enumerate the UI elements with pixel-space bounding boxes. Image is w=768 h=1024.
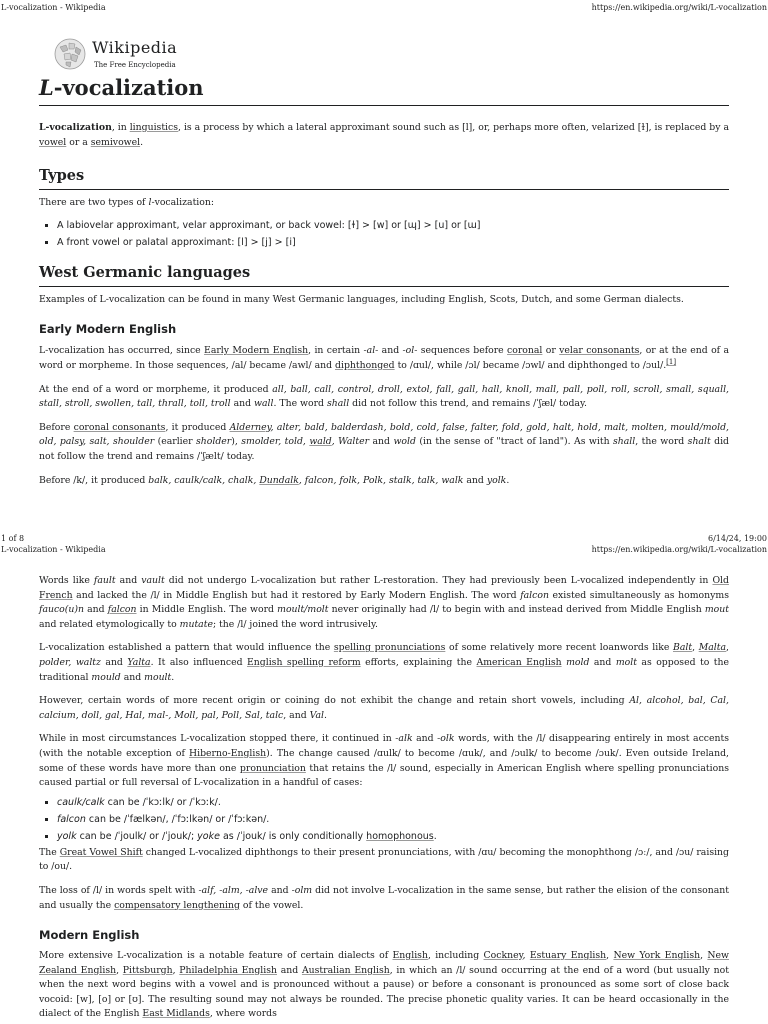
intro-paragraph: L-vocalization, in linguistics, is a process by which a lateral approximant sound such as [l], or, perhaps more often, velarized [ɫ], is replaced by a vowel or a semivowel. <box>39 122 729 148</box>
link-linguistics[interactable]: linguistics <box>129 122 179 133</box>
link-old-french[interactable]: Old French <box>39 575 729 601</box>
link-dundalk[interactable]: Dundalk <box>259 474 299 486</box>
link-hiberno-english[interactable]: Hiberno-English <box>189 747 267 759</box>
link-falcon[interactable]: falcon <box>107 604 137 616</box>
wikipedia-tagline: The Free Encyclopedia <box>94 61 176 69</box>
p2-paragraph-6: The loss of /l/ in words spelt with -alf, -alm, -alve and -olm did not involve L-vocalization in the same sense, but rather the elision of the consonant and usually the compensatory lengthening of the vowel. <box>39 884 729 911</box>
subsection-heading-modern-english: Modern English <box>39 928 140 943</box>
link-velar-consonants[interactable]: velar consonants <box>559 345 640 357</box>
subsection-heading-early-modern-english: Early Modern English <box>39 322 177 337</box>
link-cockney[interactable]: Cockney <box>483 950 523 962</box>
link-vowel[interactable]: vowel <box>39 136 67 148</box>
list-item: ▪ falcon can be /ˈfælkən/, /ˈfɔːlkən/ or /ˈfɔːkən/. <box>57 811 729 828</box>
citation-1[interactable]: [1] <box>666 357 677 366</box>
link-balt[interactable]: Balt <box>672 642 693 654</box>
p2-paragraph-1: Words like fault and vault did not undergo L-vocalization but rather L-restoration. They had previously been L-vocalized independently in Old French and lacked the /l/ in Middle English but had it restored by Early Modern English. The word falcon existed simultaneously as homonyms fauco(u)n and falcon in Middle English. The word moult/molt never originally had /l/ to begin with and instead derived from Middle English mout and related etymologically to mutate; the /l/ joined the word intrusively. <box>39 575 729 630</box>
types-list <box>39 217 729 251</box>
page-2-content <box>39 574 729 1022</box>
link-coronal-consonants[interactable]: coronal consonants <box>73 421 166 433</box>
p2-paragraph-3: However, certain words of more recent origin or coining do not exhibit the change and retain short vowels, including Al, alcohol, bal, Cal, calcium, doll, gal, Hal, mal-, Moll, pal, Poll, Sal, talc, and Val. <box>39 695 729 721</box>
print-header-title: L-vocalization - Wikipedia <box>1 545 106 554</box>
link-new-zealand-english[interactable]: New Zealand English <box>39 950 729 976</box>
wikipedia-wordmark: Wikipedia <box>92 38 178 57</box>
eme-paragraph-2: At the end of a word or morpheme, it produced all, ball, call, control, droll, extol, fall, gall, hall, knoll, mall, pall, poll, roll, scroll, small, squall, stall, stroll, swollen, tall, thrall, toll, troll and wall. The word shall did not follow this trend, and remains /ˈʃæl/ today. <box>39 383 730 410</box>
list-item: ▪ A labiovelar approximant, velar approximant, or back vowel: [ɫ] > [w] or [ɰ] > [u] or [ɯ] <box>57 217 729 234</box>
print-header-url: https://en.wikipedia.org/wiki/L-vocalization <box>591 545 767 554</box>
link-malta[interactable]: Malta <box>698 642 727 654</box>
p2-paragraph-2: L-vocalization established a pattern that would influence the spelling pronunciations of some relatively more recent loanwords like Balt, Malta, polder, waltz and Yalta. It also influenced English spelling reform efforts, explaining the American English mold and molt as opposed to the traditional mould and moult. <box>39 642 730 683</box>
link-early-modern-english[interactable]: Early Modern English <box>204 345 309 357</box>
link-semivowel[interactable]: semivowel <box>90 136 141 148</box>
page-title: L-vocalization <box>39 74 729 106</box>
west-germanic-paragraph: Examples of L-vocalization can be found in many West Germanic languages, including English, Scots, Dutch, and some German dialects. <box>39 293 684 305</box>
eme-paragraph-3: Before coronal consonants, it produced Alderney, alter, bald, balderdash, bold, cold, false, falter, fold, gold, halt, hold, malt, molten, mould/mold, old, palsy, salt, shoulder (earlier sholder), smolder, told, wald, Walter and wold (in the sense of "tract of land"). As with shall, the word shalt did not follow the trend and remains /ˈʃælt/ today. <box>39 421 729 462</box>
link-coronal[interactable]: coronal <box>507 345 543 357</box>
eme-paragraph-4: Before /k/, it produced balk, caulk/calk, chalk, Dundalk, falcon, folk, Polk, stalk, talk, walk and yolk. <box>39 474 510 486</box>
link-homophonous[interactable]: homophonous <box>366 830 434 842</box>
link-english-spelling-reform[interactable]: English spelling reform <box>247 656 361 668</box>
link-estuary-english[interactable]: Estuary English <box>529 950 607 962</box>
link-pronunciation[interactable]: pronunciation <box>239 762 306 774</box>
link-new-york-english[interactable]: New York English <box>613 950 701 962</box>
section-heading-west-germanic: West Germanic languages <box>39 263 729 287</box>
print-timestamp: 6/14/24, 19:00 <box>708 534 767 543</box>
p2-paragraph-7: More extensive L-vocalization is a notable feature of certain dialects of English, including Cockney, Estuary English, New York English, New Zealand English, Pittsburgh, Philadelphia English and Australian English, in which an /l/ sound occurring at the end of a word (but usually not when the next word begins with a vowel and is pronounced without a pause) or before a consonant is pronounced as some sort of close back vocoid: [w], [o] or [ʊ]. The resulting sound may not always be rounded. The precise phonetic quality varies. It can be heard occasionally in the dialect of the English East Midlands, where words <box>39 950 729 1020</box>
link-philadelphia-english[interactable]: Philadelphia English <box>179 964 278 976</box>
link-english[interactable]: English <box>392 950 428 962</box>
link-east-midlands[interactable]: East Midlands <box>142 1008 210 1020</box>
link-american-english[interactable]: American English <box>476 656 562 668</box>
link-spelling-pronunciations[interactable]: spelling pronunciations <box>333 642 446 654</box>
link-australian-english[interactable]: Australian English <box>301 964 390 976</box>
p2-paragraph-4: While in most circumstances L-vocalization stopped there, it continued in -alk and -olk words, with the /l/ disappearing entirely in most accents (with the notable exception of Hiberno-English). The change caused /ɑulk/ to become /ɑuk/, and /ɔulk/ to become /ɔuk/. Even outside Ireland, some of these words have more than one pronunciation that retains the /l/ sound, especially in American English where spelling pronunciations caused partial or full reversal of L-vocalization in a handful of cases: <box>39 733 729 789</box>
link-pittsburgh[interactable]: Pittsburgh <box>122 964 173 976</box>
section-heading-types: Types <box>39 166 729 190</box>
print-header-title: L-vocalization - Wikipedia <box>1 3 106 12</box>
link-great-vowel-shift[interactable]: Great Vowel Shift <box>59 846 143 858</box>
pronunciation-list <box>39 794 729 845</box>
page-number: 1 of 8 <box>1 534 25 543</box>
link-yalta[interactable]: Yalta <box>127 656 151 668</box>
page-1-content <box>39 36 729 488</box>
link-compensatory-lengthening[interactable]: compensatory lengthening <box>114 899 240 911</box>
print-header-url: https://en.wikipedia.org/wiki/L-vocalization <box>591 3 767 12</box>
link-diphthonged[interactable]: diphthonged <box>335 359 395 371</box>
list-item: ▪ A front vowel or palatal approximant: [l] > [j] > [i] <box>57 234 729 251</box>
types-intro: There are two types of l-vocalization: <box>39 197 214 209</box>
wikipedia-globe-icon <box>54 38 86 70</box>
link-wald[interactable]: wald <box>309 436 332 448</box>
eme-paragraph-1: L-vocalization has occurred, since Early Modern English, in certain -al- and -ol- sequences before coronal or velar consonants, or at the end of a word or morpheme. In those sequences, /al/ became /awl/ and diphthonged to /ɑul/, while /ɔl/ became /ɔwl/ and diphthonged to /ɔul/.[1] <box>39 345 730 371</box>
wikipedia-logo[interactable] <box>54 36 729 74</box>
list-item: ▪ yolk can be /ˈjoulk/ or /ˈjouk/; yoke as /ˈjouk/ is only conditionally homophonous. <box>57 828 729 845</box>
link-alderney[interactable]: Alderney <box>229 421 271 433</box>
list-item: ▪ caulk/calk can be /ˈkɔːlk/ or /ˈkɔːk/. <box>57 794 729 811</box>
p2-paragraph-5: The Great Vowel Shift changed L-vocalized diphthongs to their present pronunciations, with /ɑu/ becoming the monophthong /ɔː/, and /ɔu/ raising to /ou/. <box>39 846 729 873</box>
